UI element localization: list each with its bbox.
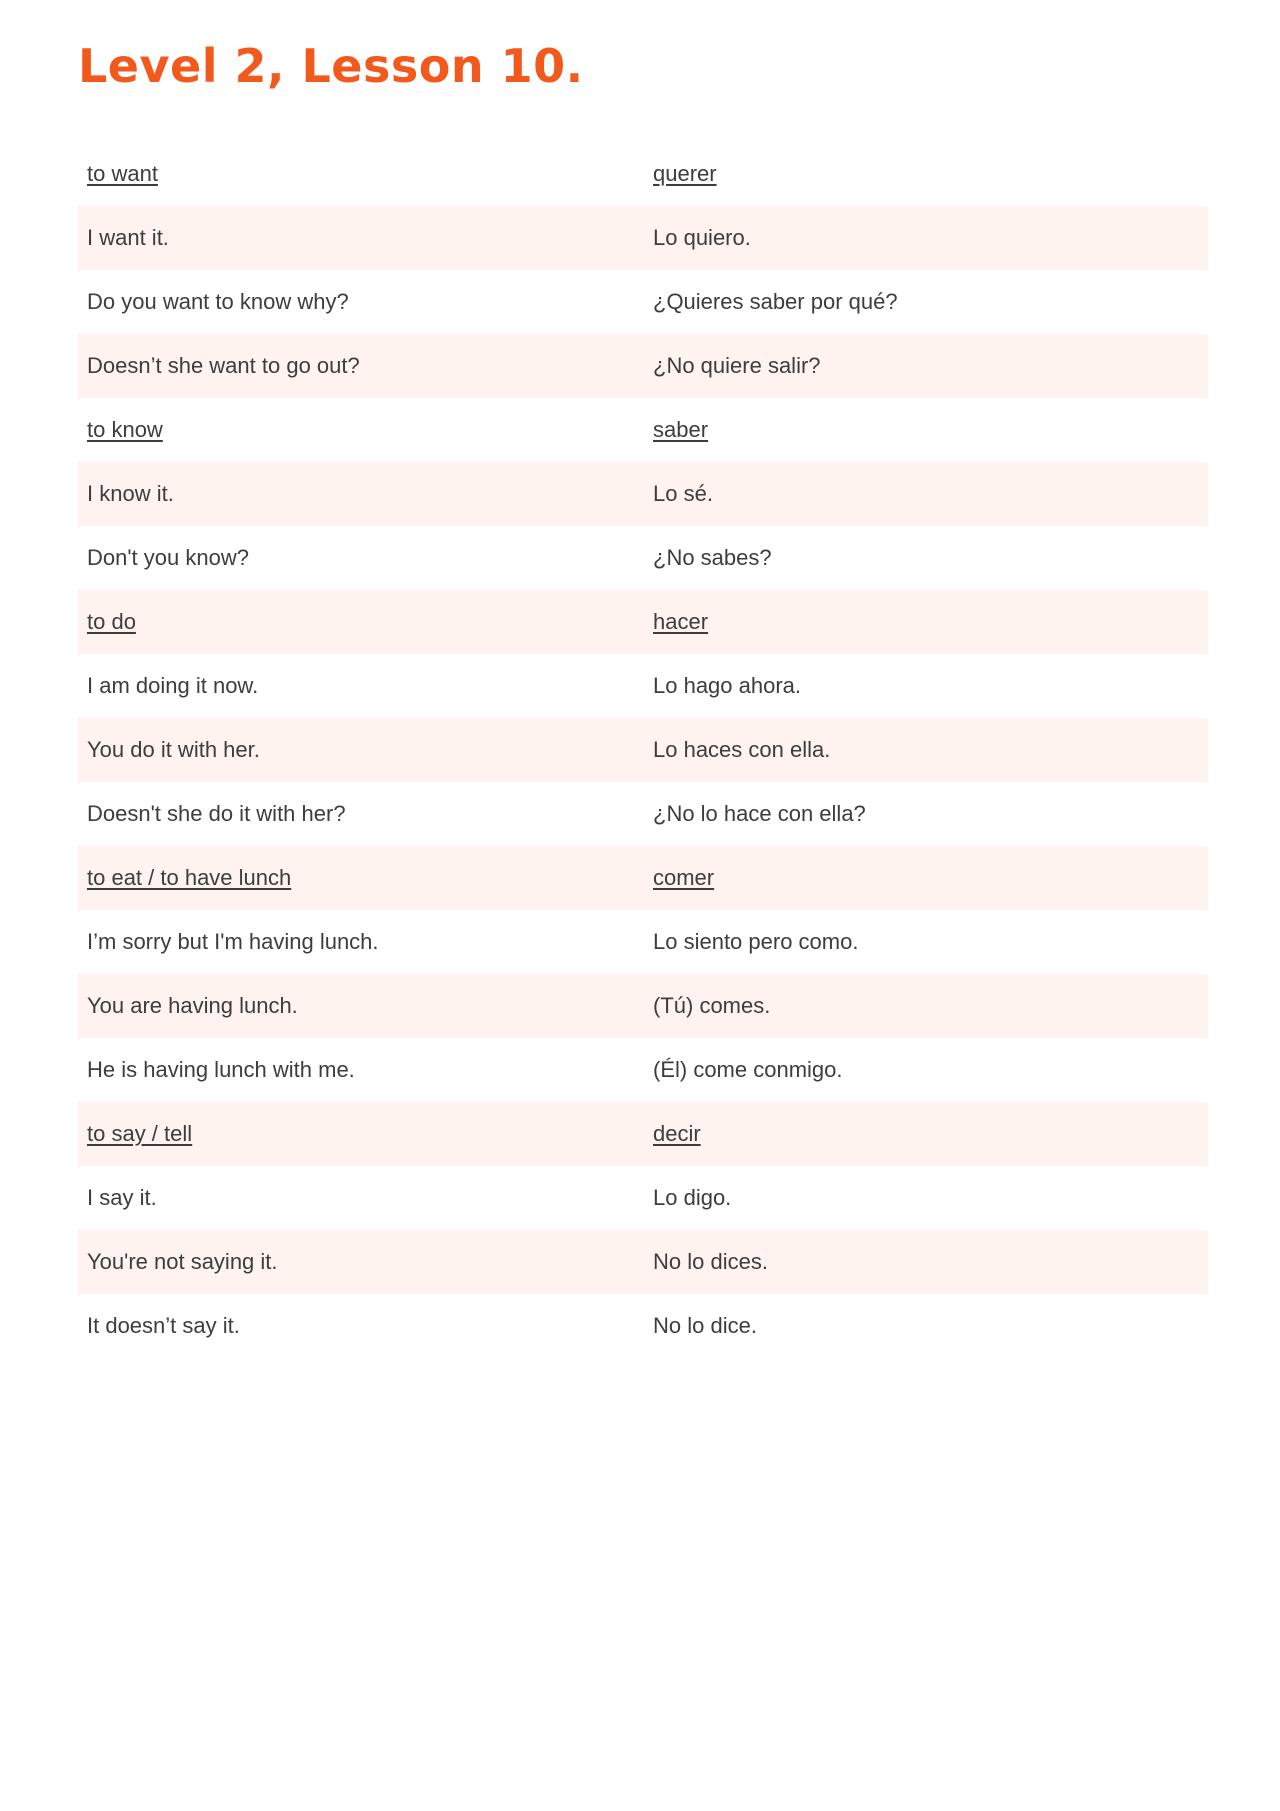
vocab-row: [78, 910, 1208, 974]
english-phrase: I say it.: [87, 1185, 157, 1210]
spanish-phrase: Lo sé.: [644, 462, 1208, 526]
spanish-phrase: (Él) come conmigo.: [653, 1057, 843, 1082]
vocab-row: [78, 654, 1208, 718]
english-verb: to say / tell: [78, 1102, 644, 1166]
english-phrase: Do you want to know why?: [87, 289, 349, 314]
vocab-heading-row: [78, 1102, 1208, 1166]
english-phrase: He is having lunch with me.: [87, 1057, 355, 1082]
english-phrase: You are having lunch.: [78, 974, 644, 1038]
spanish-phrase: ¿No lo hace con ella?: [653, 801, 866, 826]
vocab-row: [78, 270, 1208, 334]
english-phrase: Doesn't she do it with her?: [87, 801, 346, 826]
spanish-verb: hacer: [644, 590, 1208, 654]
vocab-row: [78, 1038, 1208, 1102]
page-title: Level 2, Lesson 10.: [78, 39, 584, 93]
english-verb: to know: [87, 417, 163, 442]
vocabulary-table: [78, 142, 1208, 1358]
spanish-verb: comer: [644, 846, 1208, 910]
english-phrase: I want it.: [78, 206, 644, 270]
spanish-phrase: Lo hago ahora.: [653, 673, 802, 698]
vocab-row: [78, 206, 1208, 270]
english-verb: to do: [78, 590, 644, 654]
vocab-row: [78, 1230, 1208, 1294]
spanish-verb: saber: [653, 417, 709, 442]
vocab-row: [78, 526, 1208, 590]
vocabulary-table-body: [78, 142, 1208, 1358]
vocab-row: [78, 718, 1208, 782]
spanish-phrase: Lo haces con ella.: [644, 718, 1208, 782]
spanish-verb: querer: [653, 161, 717, 186]
vocab-row: [78, 1294, 1208, 1358]
vocab-heading-row: [78, 398, 1208, 462]
vocab-row: [78, 1166, 1208, 1230]
spanish-phrase: Lo siento pero como.: [653, 929, 859, 954]
spanish-verb: decir: [644, 1102, 1208, 1166]
vocab-heading-row: [78, 142, 1208, 206]
spanish-phrase: Lo digo.: [653, 1185, 732, 1210]
english-phrase: I know it.: [78, 462, 644, 526]
vocab-row: [78, 462, 1208, 526]
english-phrase: I am doing it now.: [87, 673, 259, 698]
vocab-row: [78, 334, 1208, 398]
english-verb: to want: [87, 161, 158, 186]
spanish-phrase: ¿No quiere salir?: [644, 334, 1208, 398]
english-verb: to eat / to have lunch: [78, 846, 644, 910]
english-phrase: You're not saying it.: [78, 1230, 644, 1294]
spanish-phrase: ¿No sabes?: [653, 545, 772, 570]
vocab-row: [78, 974, 1208, 1038]
spanish-phrase: (Tú) comes.: [644, 974, 1208, 1038]
vocab-heading-row: [78, 590, 1208, 654]
vocab-heading-row: [78, 846, 1208, 910]
english-phrase: Doesn’t she want to go out?: [78, 334, 644, 398]
spanish-phrase: No lo dices.: [644, 1230, 1208, 1294]
english-phrase: I’m sorry but I'm having lunch.: [87, 929, 379, 954]
english-phrase: You do it with her.: [78, 718, 644, 782]
vocab-row: [78, 782, 1208, 846]
english-phrase: Don't you know?: [87, 545, 249, 570]
english-phrase: It doesn’t say it.: [87, 1313, 240, 1338]
spanish-phrase: ¿Quieres saber por qué?: [653, 289, 898, 314]
spanish-phrase: No lo dice.: [653, 1313, 757, 1338]
spanish-phrase: Lo quiero.: [644, 206, 1208, 270]
